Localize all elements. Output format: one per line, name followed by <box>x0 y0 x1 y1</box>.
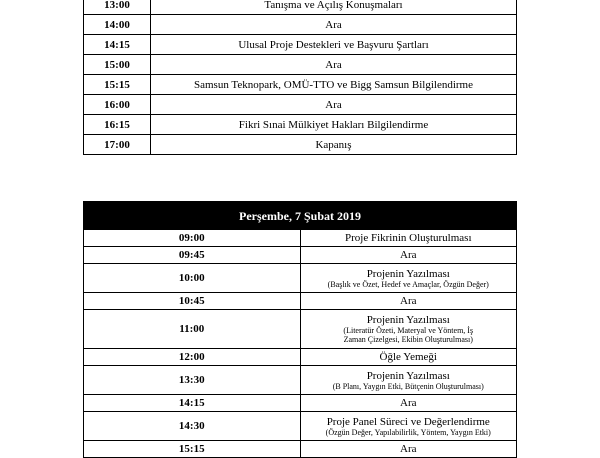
activity-cell: Kapanış <box>151 135 517 155</box>
activity-cell <box>300 264 517 293</box>
schedule-row <box>84 115 517 135</box>
time-cell: 15:15 <box>84 441 301 458</box>
activity-cell <box>300 366 517 395</box>
time-cell: 14:15 <box>84 395 301 412</box>
time-cell: 14:30 <box>84 412 301 441</box>
schedule-row <box>84 264 517 293</box>
time-cell: 17:00 <box>84 135 151 155</box>
day-header-row <box>84 202 517 230</box>
schedule-row <box>84 15 517 35</box>
activity-cell: Ara <box>300 441 517 458</box>
activity-cell: Tanışma ve Açılış Konuşmaları <box>151 0 517 15</box>
time-cell: 13:30 <box>84 366 301 395</box>
activity-title: Projenin Yazılması <box>366 369 450 382</box>
time-cell: 15:15 <box>84 75 151 95</box>
time-cell: 12:00 <box>84 349 301 366</box>
activity-detail: (Başlık ve Özet, Hedef ve Amaçlar, Özgün Değer) <box>327 279 489 289</box>
schedule-row <box>84 35 517 55</box>
activity-cell: Ara <box>300 293 517 310</box>
time-cell: 10:00 <box>84 264 301 293</box>
activity-cell: Ulusal Proje Destekleri ve Başvuru Şartları <box>151 35 517 55</box>
activity-cell: Ara <box>151 95 517 115</box>
activity-cell: Ara <box>300 395 517 412</box>
time-cell: 16:15 <box>84 115 151 135</box>
activity-cell <box>300 310 517 349</box>
schedule-table-day1 <box>83 0 517 155</box>
schedule-row <box>84 55 517 75</box>
schedule-row <box>84 0 517 15</box>
activity-detail: (Literatür Özeti, Materyal ve Yöntem, İş Zaman Çizelgesi, Ekibin Oluşturulması) <box>343 326 474 344</box>
time-cell: 10:45 <box>84 293 301 310</box>
schedule-row <box>84 395 517 412</box>
activity-title: Proje Panel Süreci ve Değerlendirme <box>326 415 490 428</box>
time-cell: 13:00 <box>84 0 151 15</box>
activity-cell: Öğle Yemeği <box>300 349 517 366</box>
activity-cell: Ara <box>151 55 517 75</box>
schedule-row <box>84 310 517 349</box>
time-cell: 16:00 <box>84 95 151 115</box>
time-cell: 11:00 <box>84 310 301 349</box>
activity-detail: (B Planı, Yaygın Etki, Bütçenin Oluşturulması) <box>332 381 484 391</box>
time-cell: 09:45 <box>84 247 301 264</box>
schedule-row <box>84 95 517 115</box>
time-cell: 14:15 <box>84 35 151 55</box>
schedule-row <box>84 230 517 247</box>
activity-title: Projenin Yazılması <box>366 314 450 326</box>
time-cell: 14:00 <box>84 15 151 35</box>
time-cell: 15:00 <box>84 55 151 75</box>
schedule-row <box>84 366 517 395</box>
activity-cell: Ara <box>300 247 517 264</box>
schedule-row <box>84 75 517 95</box>
activity-cell <box>300 412 517 441</box>
time-cell: 09:00 <box>84 230 301 247</box>
schedule-row <box>84 293 517 310</box>
activity-cell: Proje Fikrinin Oluşturulması <box>300 230 517 247</box>
activity-detail: (Özgün Değer, Yapılabilirlik, Yöntem, Yaygın Etki) <box>325 427 491 437</box>
schedule-row <box>84 441 517 458</box>
schedule-table-day2 <box>83 201 517 458</box>
activity-cell: Samsun Teknopark, OMÜ-TTO ve Bigg Samsun Bilgilendirme <box>151 75 517 95</box>
schedule-row <box>84 247 517 264</box>
schedule-row <box>84 135 517 155</box>
activity-cell: Ara <box>151 15 517 35</box>
day-header: Perşembe, 7 Şubat 2019 <box>84 202 517 230</box>
activity-title: Projenin Yazılması <box>366 267 450 280</box>
schedule-row <box>84 349 517 366</box>
schedule-row <box>84 412 517 441</box>
activity-cell: Fikri Sınai Mülkiyet Hakları Bilgilendirme <box>151 115 517 135</box>
